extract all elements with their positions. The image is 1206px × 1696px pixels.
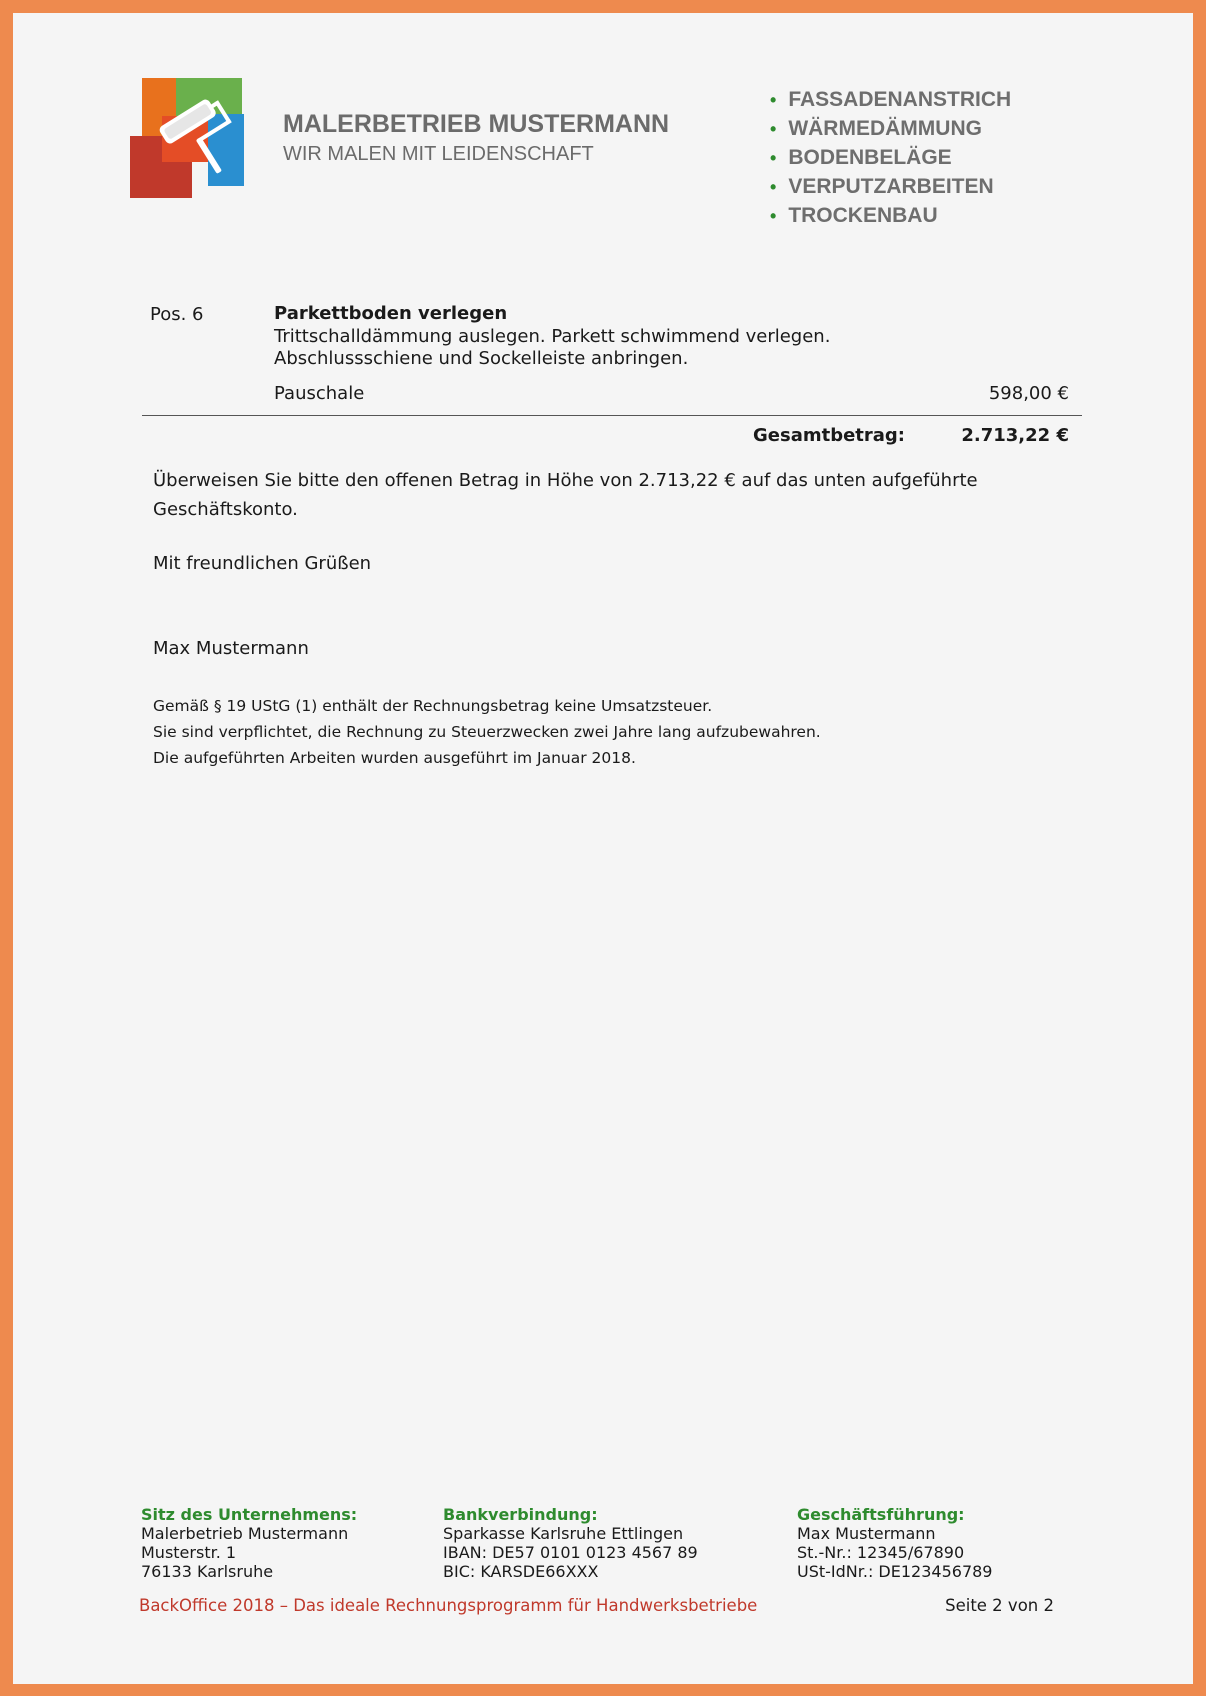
bullet-icon: • <box>770 206 777 226</box>
footer-tagline: BackOffice 2018 – Das ideale Rechnungsprogramm für Handwerksbetriebe <box>139 1596 758 1615</box>
company-slogan: WIR MALEN MIT LEIDENSCHAFT <box>283 143 594 165</box>
bullet-icon: • <box>770 148 777 168</box>
service-item: • WÄRMEDÄMMUNG <box>770 117 982 140</box>
service-item: • TROCKENBAU <box>770 204 938 227</box>
position-description: Trittschalldämmung auslegen. Parkett schwimmend verlegen. Abschlussschiene und Sockelleiste anbringen. <box>274 326 831 369</box>
service-item: • VERPUTZARBEITEN <box>770 175 994 198</box>
paint-roller-icon <box>130 70 256 198</box>
total-label: Gesamtbetrag: <box>753 425 906 446</box>
invoice-page <box>13 13 1193 1684</box>
note-line: Die aufgeführten Arbeiten wurden ausgeführt im Januar 2018. <box>153 749 636 767</box>
footer-seat: Sitz des Unternehmens: Malerbetrieb Mustermann Musterstr. 1 76133 Karlsruhe <box>141 1505 358 1581</box>
page-number: Seite 2 von 2 <box>945 1596 1054 1615</box>
position-label: Pos. 6 <box>150 304 204 325</box>
position-price: 598,00 € <box>988 383 1069 404</box>
total-value: 2.713,22 € <box>961 425 1069 446</box>
note-line: Gemäß § 19 UStG (1) enthält der Rechnungsbetrag keine Umsatzsteuer. <box>153 697 713 715</box>
company-name: MALERBETRIEB MUSTERMANN <box>283 110 670 138</box>
footer-bank: Bankverbindung: Sparkasse Karlsruhe Ettlingen IBAN: DE57 0101 0123 4567 89 BIC: KARSDE66XXX <box>443 1505 698 1581</box>
position-title: Parkettboden verlegen <box>274 303 508 324</box>
services-list <box>770 85 1011 230</box>
service-item: • FASSADENANSTRICH <box>770 88 1012 111</box>
payment-instruction: Überweisen Sie bitte den offenen Betrag in Höhe von 2.713,22 € auf das unten aufgeführte Geschäftskonto. <box>153 470 978 520</box>
bullet-icon: • <box>770 90 777 110</box>
legal-notes <box>153 693 821 771</box>
note-line: Sie sind verpflichtet, die Rechnung zu Steuerzwecken zwei Jahre lang aufzubewahren. <box>153 723 821 741</box>
position-unit: Pauschale <box>274 383 365 404</box>
signer-name: Max Mustermann <box>153 638 309 659</box>
greeting: Mit freundlichen Grüßen <box>153 553 372 574</box>
bullet-icon: • <box>770 177 777 197</box>
bullet-icon: • <box>770 119 777 139</box>
service-item: • BODENBELÄGE <box>770 146 952 169</box>
divider <box>142 415 1082 416</box>
footer-management: Geschäftsführung: Max Mustermann St.-Nr.: 12345/67890 USt-IdNr.: DE123456789 <box>797 1505 993 1581</box>
